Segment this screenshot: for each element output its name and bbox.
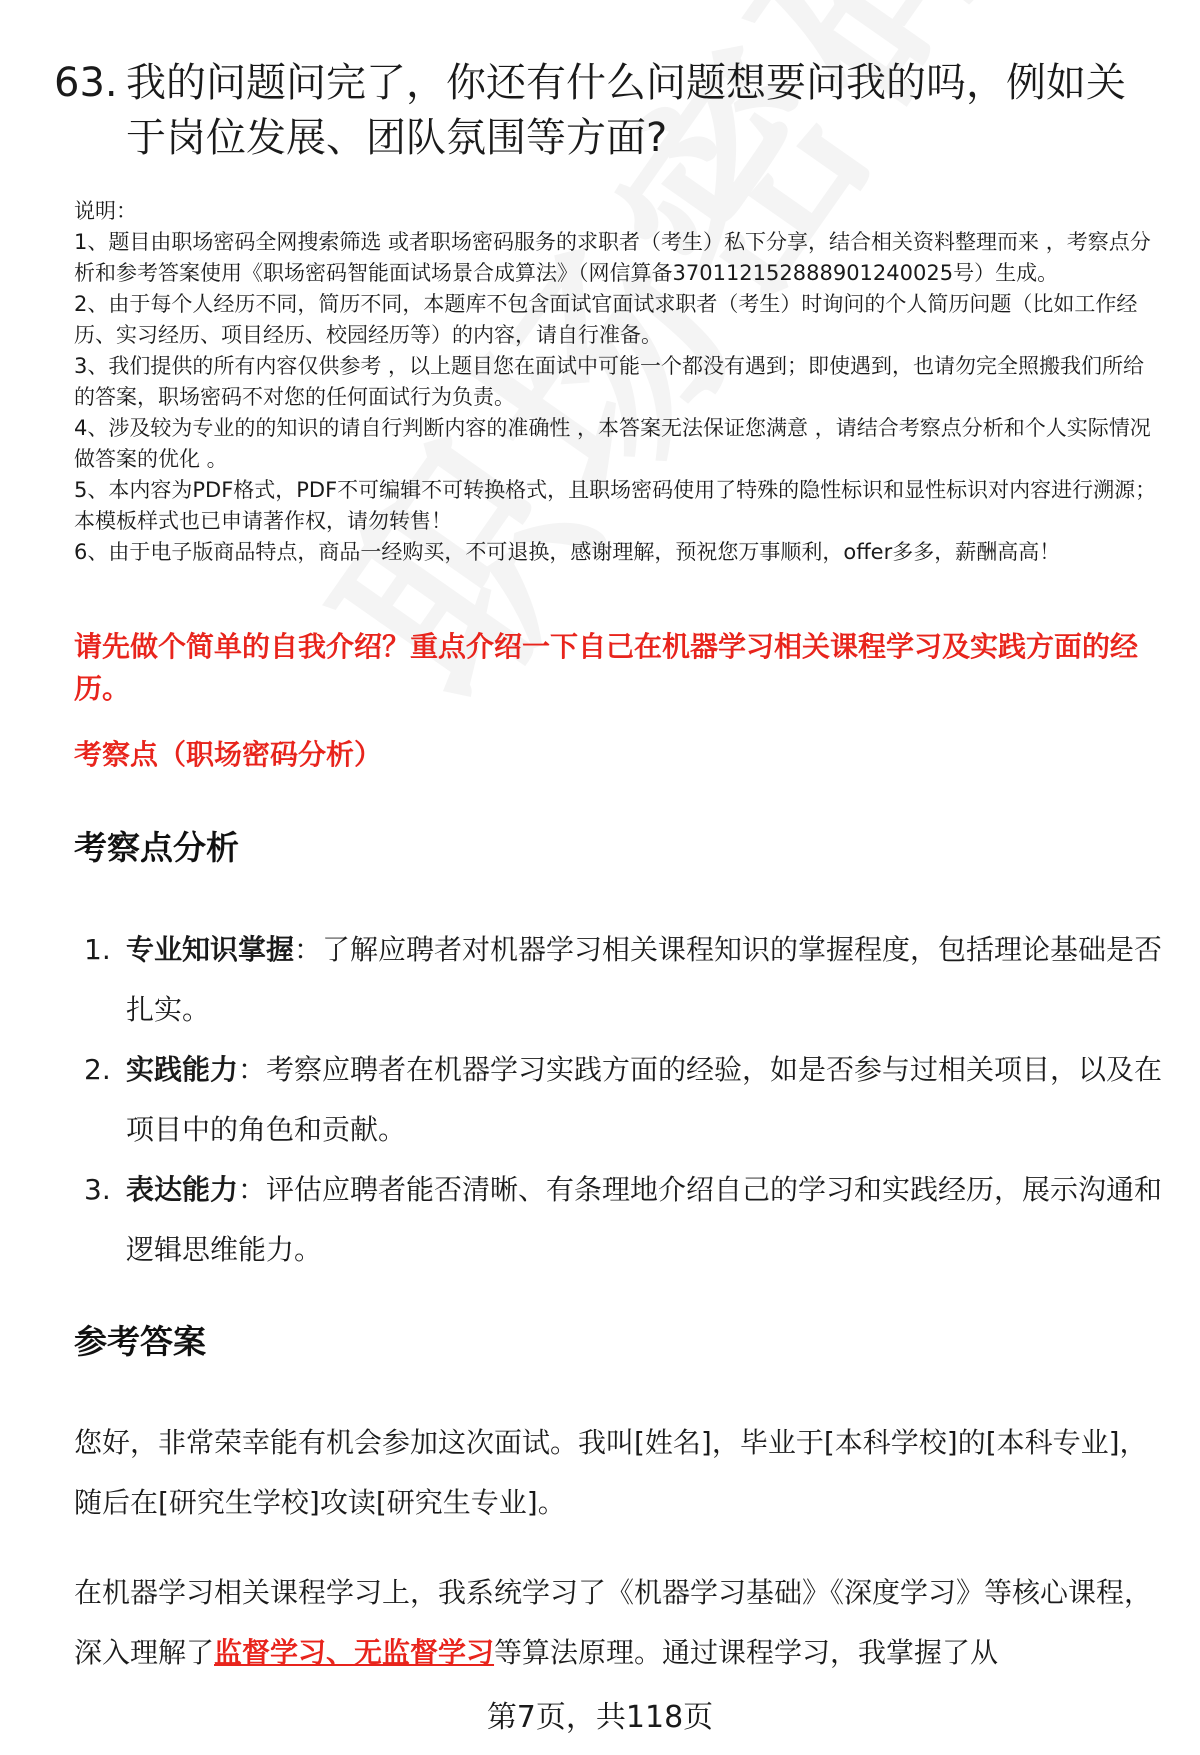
question-text: 我的问题问完了，你还有什么问题想要问我的吗，例如关于岗位发展、团队氛围等方面?: [126, 60, 1126, 161]
analysis-item-term: 专业知识掌握: [126, 933, 295, 966]
notes-item: 6、由于电子版商品特点，商品一经购买，不可退换，感谢理解，预祝您万事顺利，offer多多，薪酬高高！: [74, 540, 1061, 564]
question-title: [54, 56, 1154, 166]
answer-text-pre: 在机器学习相关课程学习上，我系统学习了《机器学习基础》《深度学习》等核心课程，深入理解了: [74, 1576, 1153, 1669]
notes-block: [74, 196, 1164, 568]
analysis-item: [80, 1160, 1170, 1280]
analysis-item-index: 3.: [84, 1173, 111, 1206]
analysis-heading: 考察点分析: [74, 828, 239, 867]
notes-item: 2、由于每个人经历不同，简历不同，本题库不包含面试官面试求职者（考生）时询问的个人简历问题（比如工作经历、实习经历、项目经历、校园经历等）的内容，请自行准备。: [74, 292, 1138, 347]
answer-text-2: [74, 1563, 1164, 1683]
analysis-item: [80, 920, 1170, 1040]
interview-question: 请先做个简单的自我介绍？重点介绍一下自己在机器学习相关课程学习及实践方面的经历。: [74, 630, 1139, 705]
analysis-item-desc: ：评估应聘者能否清晰、有条理地介绍自己的学习和实践经历，展示沟通和逻辑思维能力。: [126, 1173, 1163, 1266]
notes-heading: 说明：: [74, 199, 137, 223]
answer-paragraph-1: [74, 1413, 1164, 1533]
answer-text: 您好，非常荣幸能有机会参加这次面试。我叫[姓名]，毕业于[本科学校]的[本科专业]，随后在[研究生学校]攻读[研究生专业]。: [74, 1426, 1148, 1519]
analysis-item-desc: ：考察应聘者在机器学习实践方面的经验，如是否参与过相关项目，以及在项目中的角色和贡献。: [126, 1053, 1163, 1146]
answer-heading: 参考答案: [74, 1322, 206, 1361]
analysis-item-index: 2.: [84, 1053, 111, 1086]
analysis-item: [80, 1040, 1170, 1160]
analysis-subtitle: 考察点（职场密码分析）: [74, 738, 383, 771]
notes-item: 3、我们提供的所有内容仅供参考 ，以上题目您在面试中可能一个都没有遇到；即使遇到，也请勿完全照搬我们所给的答案，职场密码不对您的任何面试行为负责。: [74, 354, 1145, 409]
notes-item: 4、涉及较为专业的的知识的请自行判断内容的准确性 ，本答案无法保证您满意 ，请结合考察点分析和个人实际情况做答案的优化 。: [74, 416, 1151, 471]
analysis-item-index: 1.: [84, 933, 111, 966]
answer-text-post: 等算法原理。通过课程学习，我掌握了从: [494, 1636, 999, 1669]
question-number: 63.: [54, 60, 118, 106]
highlight-keywords: 监督学习、无监督学习: [214, 1636, 495, 1669]
analysis-item-term: 表达能力: [126, 1173, 239, 1206]
notes-item: 1、题目由职场密码全网搜索筛选 或者职场密码服务的求职者（考生）私下分享，结合相关资料整理而来 ，考察点分析和参考答案使用《职场密码智能面试场景合成算法》（网信算备370112152888901240025号）生成。: [74, 230, 1151, 285]
analysis-item-desc: ：了解应聘者对机器学习相关课程知识的掌握程度，包括理论基础是否扎实。: [126, 933, 1163, 1026]
analysis-list: [80, 920, 1170, 1280]
notes-item: 5、本内容为PDF格式，PDF不可编辑不可转换格式，且职场密码使用了特殊的隐性标识和显性标识对内容进行溯源；本模板样式也已申请著作权，请勿转售！: [74, 478, 1157, 533]
page-number: 第7页，共118页: [486, 1700, 714, 1735]
answer-paragraph-2: [74, 1563, 1164, 1683]
analysis-item-term: 实践能力: [126, 1053, 239, 1086]
